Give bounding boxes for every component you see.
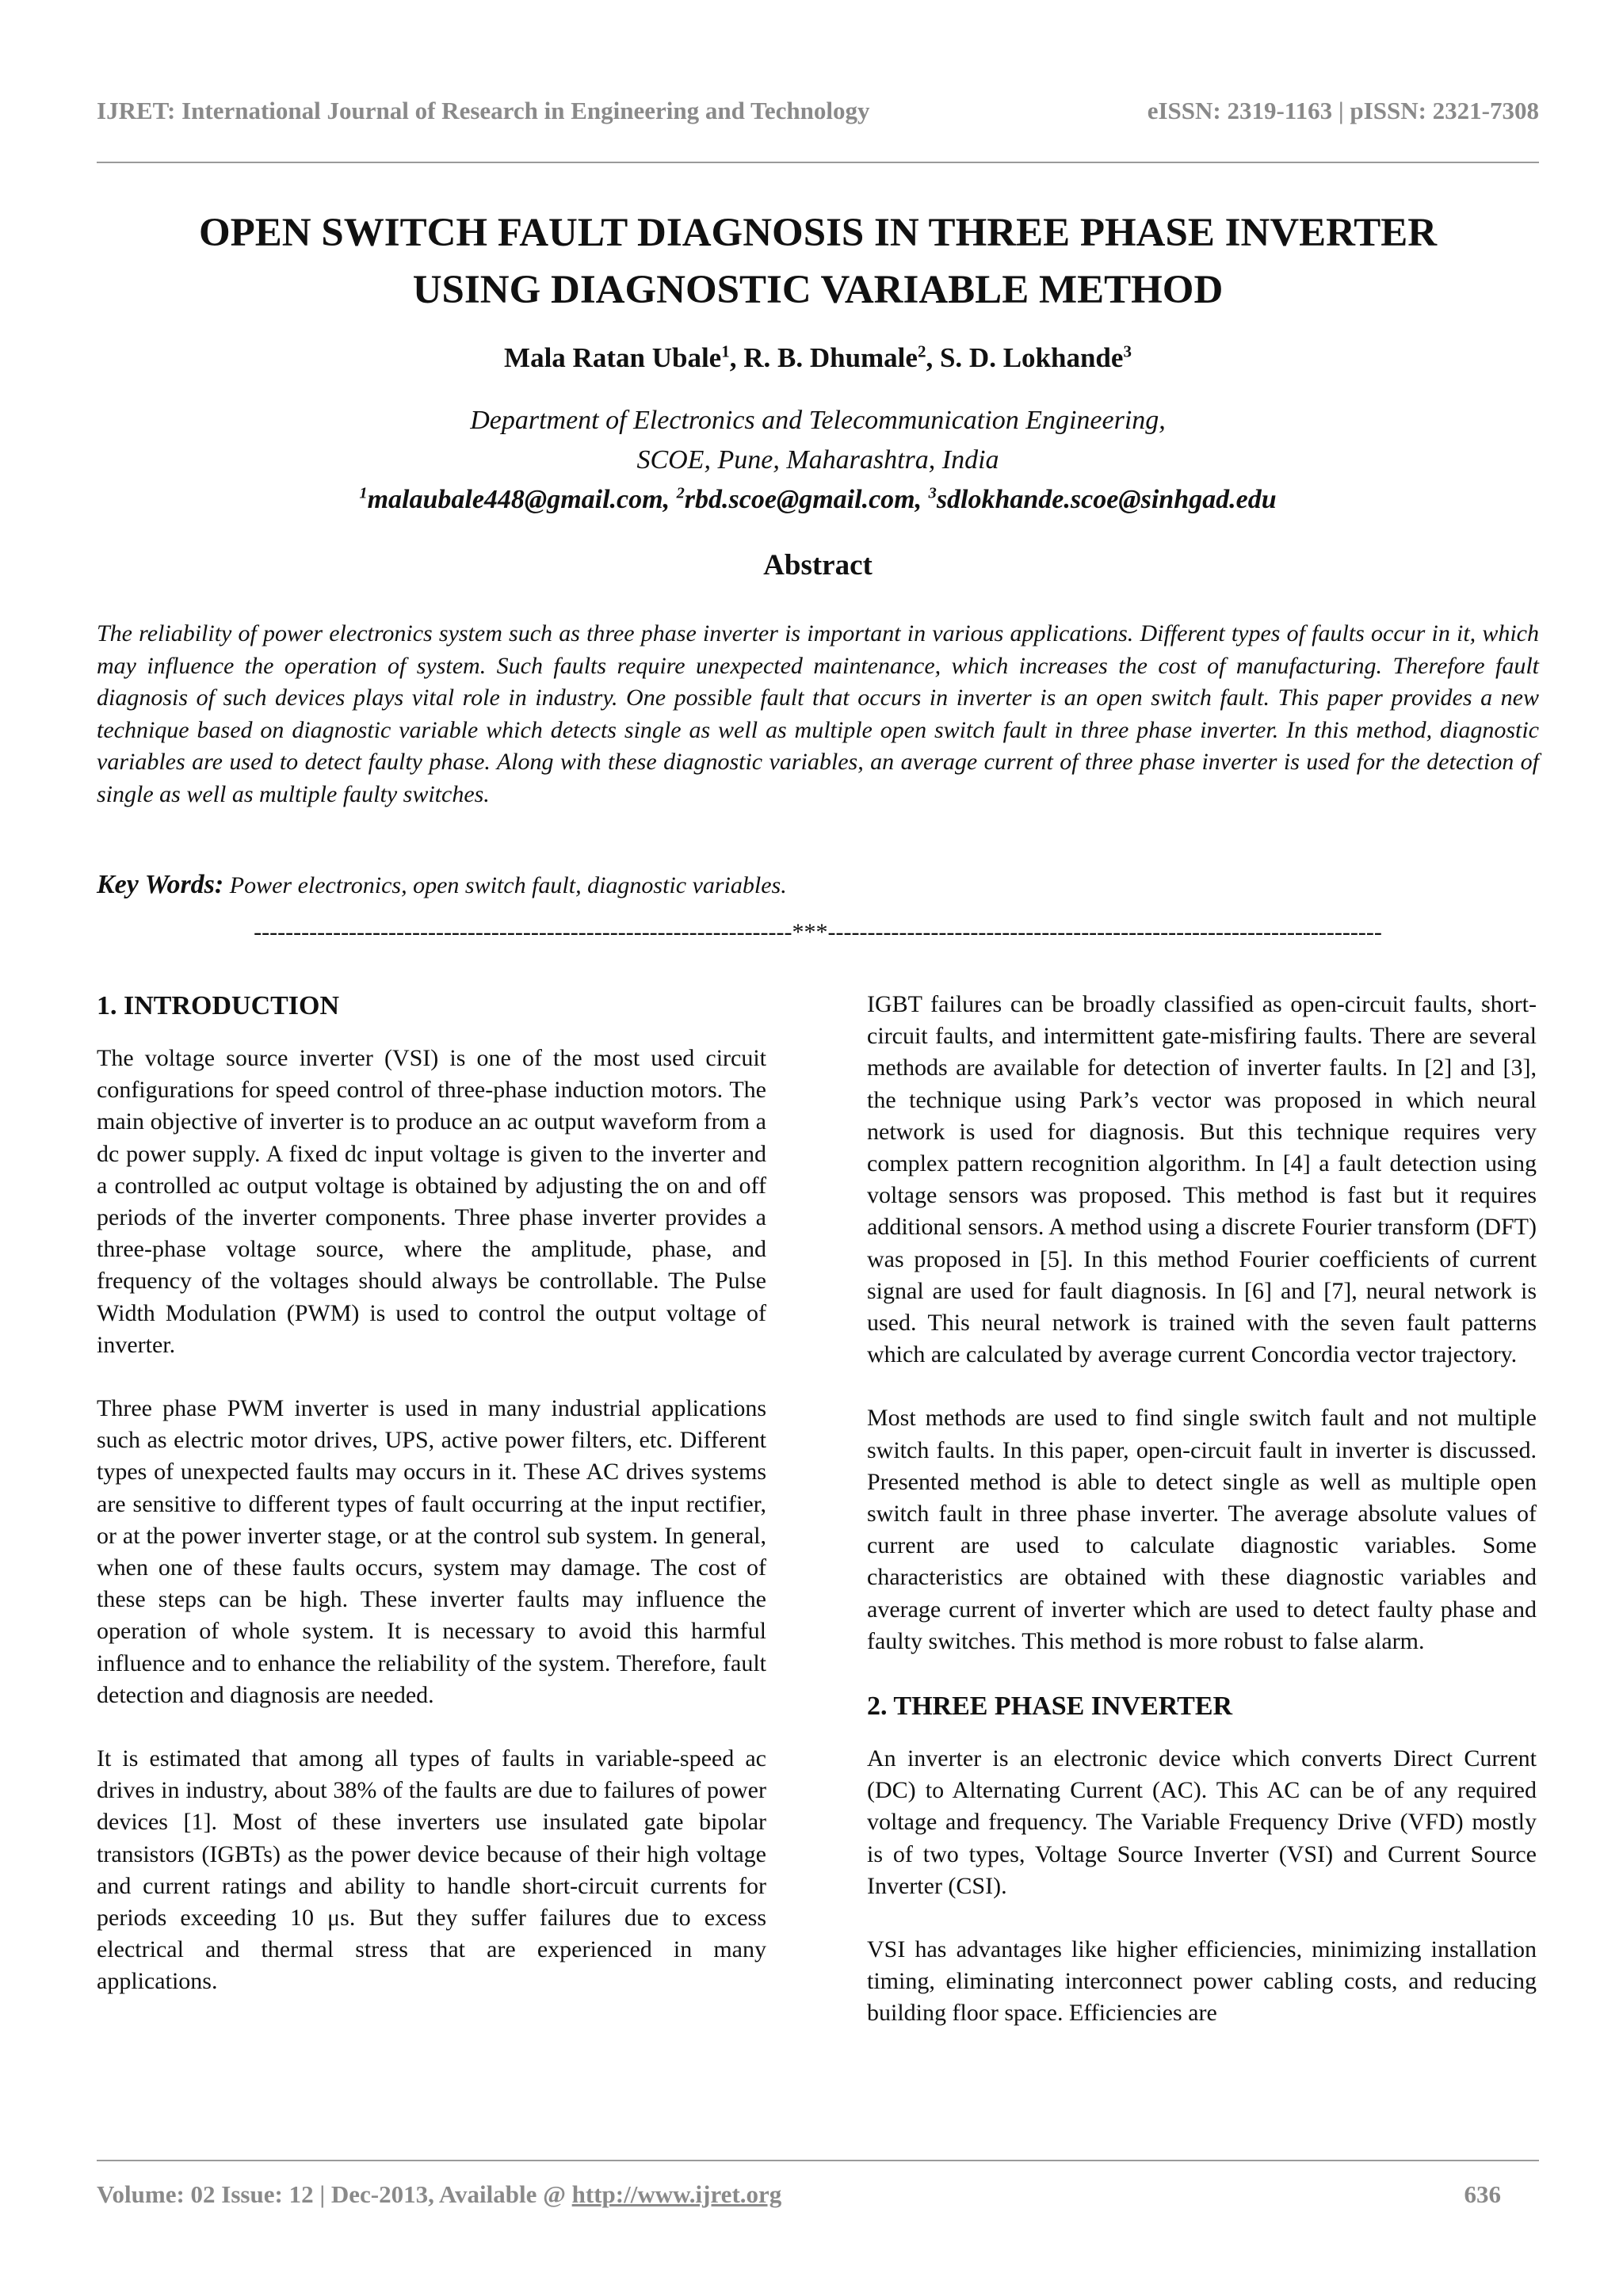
author-name: R. B. Dhumale [743,342,918,373]
footer-rule [97,2160,1539,2161]
email-mark: 3 [928,484,937,502]
keywords-text: Power electronics, open switch fault, diagnostic variables. [229,872,787,898]
email-mark: 1 [359,484,368,502]
title-line-2: USING DIAGNOSTIC VARIABLE METHOD [412,268,1224,312]
author-separator: , [926,342,940,373]
section-separator: --------------------------------------------------------------------***---------------------------------------------------------------------- [254,919,1382,945]
email-separator: , [663,485,677,514]
author-emails [97,485,1539,515]
paragraph: An inverter is an electronic device which converts Direct Current (DC) to Alternating Current (AC). This AC can be of any required voltage and frequency. The Variable Frequency Drive (VFD) mostly is of two types, Voltage Source Inverter (VSI) and Current Source Inverter (CSI). [867,1745,1537,1899]
left-column [97,989,766,2030]
keywords [97,870,1539,900]
paper-title [97,204,1539,318]
keywords-label: Key Words: [97,870,224,899]
right-column [867,989,1537,2061]
paragraph: The voltage source inverter (VSI) is one of the most used circuit configurations for speed control of three-phase induction motors. The main objective of inverter is to produce an ac output waveform from a dc power supply. A fixed dc input voltage is given to the inverter and a controlled ac output voltage is obtained by adjusting the on and off periods of the inverter components. Three phase inverter provides a three-phase voltage source, where the amplitude, phase, and frequency of the voltages should always be controllable. The Pulse Width Modulation (PWM) is used to control the output voltage of inverter. [97,1045,766,1358]
email-separator: , [915,485,929,514]
title-line-1: OPEN SWITCH FAULT DIAGNOSIS IN THREE PHASE INVERTER [198,211,1438,255]
footer-volume-info [97,2180,781,2209]
abstract-text: The reliability of power electronics system such as three phase inverter is important in various applications. Different types of faults occur in it, which may influence the operation of system. Such faults require unexpected maintenance, which increases the cost of manufacturing. Therefore fault diagnosis of such devices plays vital role in industry. One possible fault that occurs in inverter is an open switch fault. This paper provides a new technique based on diagnostic variable which detects single as well as multiple open switch fault in three phase inverter. In this method, diagnostic variables are used to detect faulty phase. Along with these diagnostic variables, an average current of three phase inverter is used for the detection of single as well as multiple faulty switches. [97,620,1539,807]
section-heading-three-phase-inverter: 2. THREE PHASE INVERTER [867,1691,1233,1722]
email-address[interactable]: sdlokhande.scoe@sinhgad.edu [936,485,1277,514]
affiliation-line-1: Department of Electronics and Telecommunication Engineering, [470,406,1166,435]
running-footer [97,2180,1501,2209]
journal-name: IJRET: International Journal of Research in Engineering and Technology [97,97,870,124]
paragraph: IGBT failures can be broadly classified as open-circuit faults, short-circuit faults, and intermittent gate-misfiring faults. There are several methods are available for detection of inverter faults. In [2] and [3], the technique using Park’s vector was proposed in which neural network is used for diagnosis. But this technique requires very complex pattern recognition algorithm. In [4] a fault detection using voltage sensors was proposed. This method is fast but it requires additional sensors. A method using a discrete Fourier transform (DFT) was proposed in [5]. In this method Fourier coefficients of current signal are used for fault diagnosis. In [6] and [7], neural network is used. This neural network is trained with the seven fault patterns which are calculated by average current Concordia vector trajectory. [867,991,1537,1368]
paragraph: Three phase PWM inverter is used in many industrial applications such as electric motor drives, UPS, active power filters, etc. Different types of unexpected faults may occurs in it. These AC drives systems are sensitive to different types of fault occurring at the input rectifier, or at the power inverter stage, or at the control sub system. In general, when one of these faults occurs, system may damage. The cost of these steps can be high. These inverter faults may influence the operation of whole system. It is necessary to avoid this harmful influence and to enhance the reliability of the system. Therefore, fault detection and diagnosis are needed. [97,1395,766,1708]
author-affil-mark: 2 [917,341,926,361]
issn-info: eISSN: 2319-1163 | pISSN: 2321-7308 [1147,97,1539,124]
affiliation-line-2: SCOE, Pune, Maharashtra, India [636,445,999,475]
running-header [97,97,1539,125]
author-name: S. D. Lokhande [939,342,1124,373]
section-heading-introduction: 1. INTRODUCTION [97,991,340,1020]
author-list [97,342,1539,374]
email-address[interactable]: malaubale448@gmail.com [367,485,663,514]
email-address[interactable]: rbd.scoe@gmail.com [684,485,915,514]
paragraph: Most methods are used to find single switch fault and not multiple switch faults. In this paper, open-circuit fault in inverter is discussed. Presented method is able to detect single as well as multiple open switch fault in three phase inverter. The average absolute values of current are used to calculate diagnostic variables. Some characteristics are obtained with these diagnostic variables and average current of inverter which are used to detect faulty phase and faulty switches. This method is more robust to false alarm. [867,1405,1537,1654]
email-mark: 2 [676,484,685,502]
paragraph: It is estimated that among all types of faults in variable-speed ac drives in industry, about 38% of the faults are due to failures of power devices [1]. Most of these inverters use insulated gate bipolar transistors (IGBTs) as the power device because of their high voltage and current ratings and ability to handle short-circuit currents for periods exceeding 10 μs. But they suffer failures due to excess electrical and thermal stress that are experienced in many applications. [97,1745,766,1995]
page-number: 636 [1464,2180,1501,2208]
author-affil-mark: 1 [721,341,730,361]
abstract-heading: Abstract [763,549,873,582]
header-rule [97,162,1539,163]
author-name: Mala Ratan Ubale [504,342,722,373]
journal-url-link[interactable]: http://www.ijret.org [571,2180,782,2208]
author-separator: , [729,342,744,373]
author-affil-mark: 3 [1123,341,1132,361]
paragraph: VSI has advantages like higher efficiencies, minimizing installation timing, eliminating interconnect power cabling costs, and reducing building floor space. Efficiencies are [867,1936,1537,2027]
footer-volume-text: Volume: 02 Issue: 12 | Dec-2013, Available @ [97,2180,572,2208]
